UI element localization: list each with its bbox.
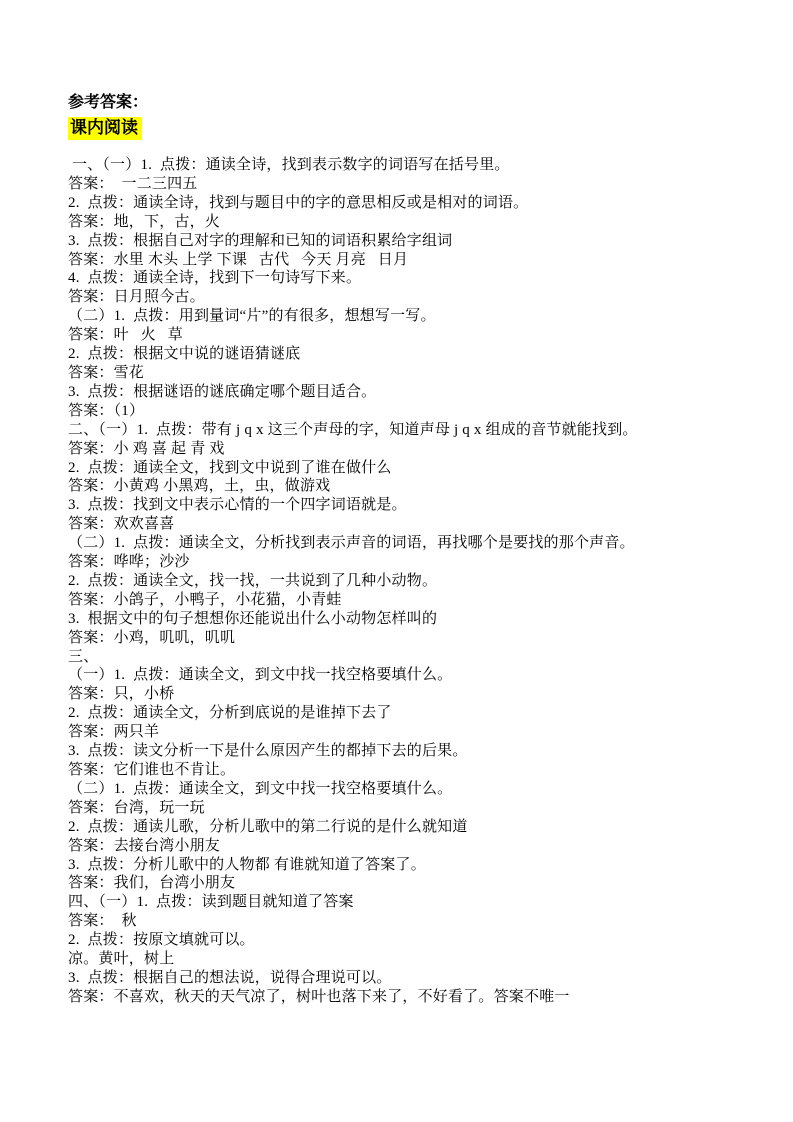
text-line: 答案：日月照今古。 xyxy=(68,289,205,306)
text-line: 3. 点拨：读文分析一下是什么原因产生的都掉下去的后果。 xyxy=(68,743,468,760)
text-line: 答案：台湾，玩一玩 xyxy=(68,799,205,816)
text-line: 答案：叶 火 草 xyxy=(68,327,183,344)
text-line: 2. 点拨：通读全文，找到文中说到了谁在做什么 xyxy=(68,459,392,476)
page-title: 参考答案： xyxy=(68,94,149,111)
text-line: 答案：小黄鸡 小黑鸡，土，虫，做游戏 xyxy=(68,478,331,495)
text-line: 答案：雪花 xyxy=(68,364,145,381)
text-line: 答案：小鸽子，小鸭子，小花猫，小青蛙 xyxy=(68,591,342,608)
text-line: 3. 点拨：根据自己的想法说，说得合理说可以。 xyxy=(68,969,392,986)
text-line: 答案：去接台湾小朋友 xyxy=(68,837,221,854)
text-line: 答案：欢欢喜喜 xyxy=(68,516,175,533)
text-line: 答案：不喜欢，秋天的天气凉了，树叶也落下来了，不好看了。答案不唯一 xyxy=(68,988,570,1005)
text-line: 二、（一）1. 点拨：带有 j q x 这三个声母的字，知道声母 j q x 组成的音节就能找到。 xyxy=(68,421,638,438)
text-line: 3. 点拨：根据谜语的谜底确定哪个题目适合。 xyxy=(68,383,377,400)
text-line: 3. 点拨：分析儿歌中的人物都 有谁就知道了答案了。 xyxy=(68,856,426,873)
text-line: 3. 点拨：找到文中表示心情的一个四字词语就是。 xyxy=(68,497,407,514)
text-line: 答案：小 鸡 喜 起 青 戏 xyxy=(68,440,225,457)
text-line: 2. 点拨：通读全文，分析到底说的是谁掉下去了 xyxy=(68,705,392,722)
text-line: （二）1. 点拨：用到量词“片”的有很多，想想写一写。 xyxy=(68,308,436,325)
text-line: 答案：水里 木头 上学 下课 古代 今天 月亮 日月 xyxy=(68,251,409,268)
text-line: 答案：我们，台湾小朋友 xyxy=(68,875,236,892)
text-line: 2. 点拨：通读儿歌，分析儿歌中的第二行说的是什么就知道 xyxy=(68,818,468,835)
text-line: 4. 点拨：通读全诗，找到下一句诗写下来。 xyxy=(68,270,362,287)
text-line: 四、（一）1. 点拨：读到题目就知道了答案 xyxy=(68,894,354,911)
document-body xyxy=(68,156,740,1007)
text-line: 2. 点拨：按原文填就可以。 xyxy=(68,932,255,949)
section-heading-row xyxy=(68,117,740,140)
text-line: 答案：哗哗；沙沙 xyxy=(68,554,190,571)
text-line: 3. 根据文中的句子想想你还能说出什么小动物怎样叫的 xyxy=(68,610,438,627)
text-line: 答案：（1） xyxy=(68,402,145,419)
section-heading: 课内阅读 xyxy=(68,117,142,140)
text-line: （二）1. 点拨：通读全文，分析找到表示声音的词语，再找哪个是要找的那个声音。 xyxy=(68,535,635,552)
text-line: 答案： 秋 xyxy=(68,913,137,930)
text-line: （一）1. 点拨：通读全文，到文中找一找空格要填什么。 xyxy=(68,667,453,684)
text-line: 一、（一）1. 点拨：通读全诗，找到表示数字的词语写在括号里。 xyxy=(68,157,510,173)
text-line: 2. 点拨：通读全诗，找到与题目中的字的意思相反或是相对的词语。 xyxy=(68,194,529,211)
text-line: 答案：小鸡，叽叽，叽叽 xyxy=(68,629,236,646)
text-line: 三、 xyxy=(68,648,99,665)
text-line: （二）1. 点拨：通读全文，到文中找一找空格要填什么。 xyxy=(68,780,453,797)
text-line: 答案：两只羊 xyxy=(68,724,160,741)
text-line: 答案：它们谁也不肯让。 xyxy=(68,762,236,778)
text-line: 2. 点拨：根据文中说的谜语猜谜底 xyxy=(68,346,301,363)
text-line: 3. 点拨：根据自己对字的理解和已知的词语积累给字组词 xyxy=(68,232,453,249)
document-content xyxy=(68,92,740,1007)
text-line: 答案：地，下，古，火 xyxy=(68,213,221,230)
text-line: 凉。黄叶，树上 xyxy=(68,951,175,968)
text-line: 答案： 一二三四五 xyxy=(68,175,198,192)
text-line: 2. 点拨：通读全文，找一找，一共说到了几种小动物。 xyxy=(68,572,438,589)
text-line: 答案：只，小桥 xyxy=(68,686,175,703)
